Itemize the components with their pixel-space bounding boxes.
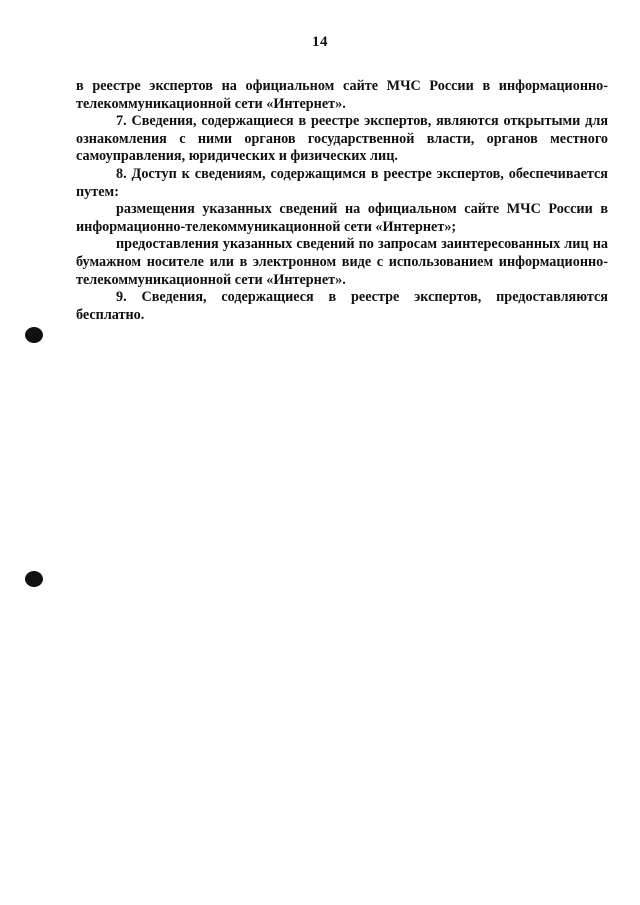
paragraph-item-9: 9. Сведения, содержащиеся в реестре экспертов, предоставляются бесплатно. <box>76 289 608 323</box>
document-body <box>76 78 608 324</box>
paragraph-item-8: 8. Доступ к сведениям, содержащимся в реестре экспертов, обеспечивается путем: <box>76 165 608 200</box>
paragraph-subitem-requests: предоставления указанных сведений по запросам заинтересованных лиц на бумажном носителе или в электронном виде с использованием информационно-телекоммуникационной сети «Интернет». <box>76 236 608 288</box>
paragraph-continuation: в реестре экспертов на официальном сайте МЧС России в информационно-телекоммуникационной сети «Интернет». <box>76 78 608 112</box>
paragraph-item-7: 7. Сведения, содержащиеся в реестре экспертов, являются открытыми для ознакомления с ними органов государственной власти, органов местного самоуправления, юридических и физических лиц. <box>76 113 608 165</box>
paragraph-subitem-website: размещения указанных сведений на официальном сайте МЧС России в информационно-телекоммуникационной сети «Интернет»; <box>76 201 608 235</box>
punch-hole-mark-top <box>25 327 43 343</box>
punch-hole-mark-bottom <box>25 571 43 587</box>
page-number: 14 <box>312 34 328 50</box>
